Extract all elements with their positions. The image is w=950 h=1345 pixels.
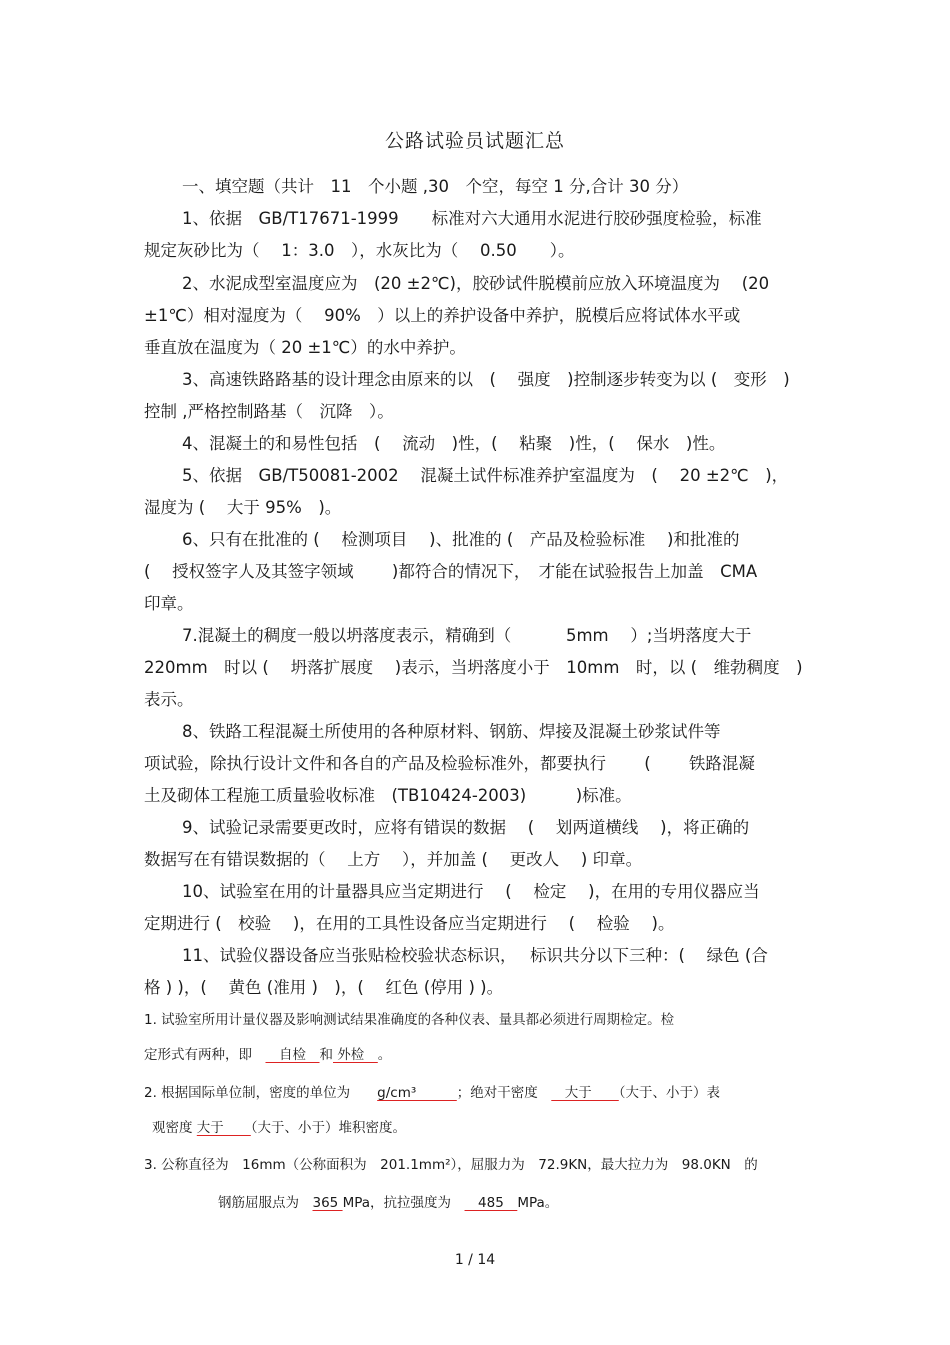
text-span: 观密度 bbox=[152, 1120, 197, 1136]
answer-blank: g/cm³ bbox=[377, 1085, 457, 1101]
small-question-3-line-1: 3. 公称直径为 16mm（公称面积为 201.1mm²），屈服力为 72.9KN，最大拉力为 98.0KN 的 bbox=[144, 1157, 758, 1173]
answer-blank: 大于 bbox=[196, 1120, 251, 1136]
question-10-line-2: 定期进行 ( 校验 )，在用的工具性设备应当定期进行 ( 检验 )。 bbox=[144, 914, 675, 933]
question-9-line-1: 9、试验记录需要更改时，应将有错误的数据 ( 划两道横线 )，将正确的 bbox=[182, 818, 750, 837]
question-9-line-2: 数据写在有错误数据的（ 上方 ），并加盖 ( 更改人 ) 印章。 bbox=[144, 850, 643, 869]
page-number: 1 / 14 bbox=[454, 1252, 496, 1268]
question-8-line-1: 8、铁路工程混凝土所使用的各种原材料、钢筋、焊接及混凝土砂浆试件等 bbox=[182, 722, 721, 741]
text-span: ；绝对干密度 bbox=[456, 1085, 552, 1101]
question-1-line-1: 1、依据 GB/T17671-1999 标准对六大通用水泥进行胶砂强度检验，标准 bbox=[182, 209, 762, 228]
text-span: 和 bbox=[319, 1047, 333, 1063]
small-question-2-line-2 bbox=[152, 1118, 406, 1138]
small-question-1-line-2 bbox=[144, 1045, 391, 1065]
text-span: 定形式有两种，即 bbox=[144, 1047, 266, 1063]
section-heading: 一、填空题（共计 11 个小题 ,30 个空，每空 1 分,合计 30 分） bbox=[182, 177, 689, 196]
answer-blank: 485 bbox=[464, 1195, 518, 1211]
question-5-line-2: 湿度为 ( 大于 95% )。 bbox=[144, 498, 342, 517]
question-5-line-1: 5、依据 GB/T50081-2002 混凝土试件标准养护室温度为 ( 20 ±2℃ )， bbox=[182, 466, 789, 485]
question-11-line-1: 11、试验仪器设备应当张贴检校验状态标识， 标识共分以下三种：( 绿色 (合 bbox=[182, 946, 768, 965]
text-span: MPa。 bbox=[517, 1195, 559, 1211]
question-7-line-3: 表示。 bbox=[144, 690, 194, 709]
text-span: （大于、小于）堆积密度。 bbox=[250, 1120, 407, 1136]
question-4-line-1: 4、混凝土的和易性包括 ( 流动 )性，( 粘聚 )性，( 保水 )性。 bbox=[182, 434, 726, 453]
question-10-line-1: 10、试验室在用的计量器具应当定期进行 ( 检定 )，在用的专用仪器应当 bbox=[182, 882, 760, 901]
text-span: MPa，抗拉强度为 bbox=[342, 1195, 465, 1211]
question-6-line-3: 印章。 bbox=[144, 594, 194, 613]
answer-blank: 大于 bbox=[551, 1085, 619, 1101]
question-2-line-1: 2、水泥成型室温度应为 (20 ±2℃)，胶砂试件脱模前应放入环境温度为 (20 bbox=[182, 274, 770, 293]
question-6-line-1: 6、只有在批准的 ( 检测项目 )、批准的 ( 产品及检验标准 )和批准的 bbox=[182, 530, 740, 549]
question-8-line-2: 项试验，除执行设计文件和各自的产品及检验标准外，都要执行 ( 铁路混凝 bbox=[144, 754, 755, 773]
question-7-line-2: 220mm 时以 ( 坍落扩展度 )表示，当坍落度小于 10mm 时，以 ( 维勃稠度 ) bbox=[144, 658, 803, 677]
text-span: （大于、小于）表 bbox=[618, 1085, 721, 1101]
question-11-line-2: 格 ) )，( 黄色 (准用 ) )，( 红色 (停用 ) )。 bbox=[144, 978, 504, 997]
question-1-line-2: 规定灰砂比为（ 1：3.0 ），水灰比为（ 0.50 ）。 bbox=[144, 241, 575, 260]
small-question-2-line-1 bbox=[144, 1083, 720, 1103]
page-title: 公路试验员试题汇总 bbox=[384, 130, 565, 152]
answer-blank: 自检 bbox=[265, 1047, 320, 1063]
text-span: 钢筋屈服点为 bbox=[218, 1195, 313, 1211]
question-6-line-2: ( 授权签字人及其签字领域 )都符合的情况下， 才能在试验报告上加盖 CMA bbox=[144, 562, 758, 581]
answer-blank: 外检 bbox=[333, 1047, 378, 1063]
small-question-1-line-1: 1. 试验室所用计量仪器及影响测试结果准确度的各种仪表、量具都必须进行周期检定。检 bbox=[144, 1012, 675, 1028]
question-2-line-3: 垂直放在温度为（ 20 ±1℃）的水中养护。 bbox=[144, 338, 466, 357]
text-span: 。 bbox=[377, 1047, 392, 1063]
text-span: 2. 根据国际单位制，密度的单位为 bbox=[144, 1085, 378, 1101]
question-3-line-2: 控制 ,严格控制路基（ 沉降 ）。 bbox=[144, 402, 394, 421]
question-2-line-2: ±1℃）相对湿度为（ 90% ）以上的养护设备中养护，脱模后应将试体水平或 bbox=[144, 306, 741, 325]
question-8-line-3: 土及砌体工程施工质量验收标准 (TB10424-2003) )标准。 bbox=[144, 786, 632, 805]
question-3-line-1: 3、高速铁路路基的设计理念由原来的以 ( 强度 )控制逐步转变为以 ( 变形 ) bbox=[182, 370, 790, 389]
answer-blank: 365 bbox=[312, 1195, 343, 1211]
question-7-line-1: 7.混凝土的稠度一般以坍落度表示，精确到（ 5mm ）;当坍落度大于 bbox=[182, 626, 752, 645]
small-question-3-line-2 bbox=[218, 1193, 558, 1213]
